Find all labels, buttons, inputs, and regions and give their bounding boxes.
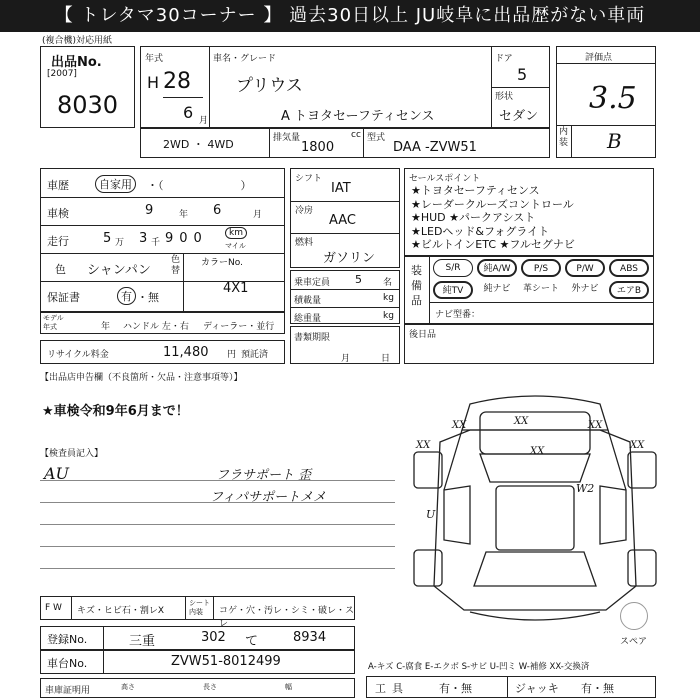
registration-row — [40, 626, 355, 650]
cert-length: 長さ — [203, 683, 217, 691]
chassis-row — [40, 650, 355, 674]
equip-aftermarket-navi: 外ナビ — [571, 284, 599, 294]
registration-pref: 三重 — [129, 634, 156, 649]
model-code-label: 型式 — [367, 133, 386, 143]
color-no-value: 4X1 — [223, 281, 249, 296]
inspection-label: 車検 — [47, 207, 69, 220]
color-value: シャンパン — [87, 263, 151, 278]
dealer-field: ディーラー・並行 — [203, 322, 275, 332]
seat-condition: コゲ・穴・汚レ・シミ・破レ・スレ — [219, 606, 355, 629]
drive-type: 2WD ・ 4WD — [163, 138, 234, 151]
cert-row — [40, 678, 355, 698]
after-date-label: 後日品 — [409, 330, 437, 340]
capacity-box — [290, 270, 400, 324]
inspector-note-1: AU — [44, 464, 70, 483]
sales-points — [404, 168, 654, 256]
fw-label: F W — [45, 603, 62, 613]
score-box — [556, 46, 656, 158]
cert-width: 幅 — [285, 683, 292, 691]
recycle-label: リサイクル料金 — [47, 350, 109, 360]
year-month-unit: 月 — [199, 116, 209, 126]
sales-points-label: セールスポイント — [409, 174, 481, 184]
interior-label: 内装 — [559, 127, 569, 148]
body-type-label: 形状 — [495, 92, 514, 102]
recycle-row — [40, 340, 285, 364]
lot-year-stamp: [2007] — [47, 69, 77, 79]
glass-condition: キズ・ヒビ石・割レX — [77, 606, 164, 616]
warranty-value: 有 — [117, 287, 136, 305]
mileage-man: 5 — [103, 231, 112, 246]
damage-mark: XX — [416, 440, 431, 451]
aircon-value: AAC — [329, 213, 356, 228]
spec-row — [140, 128, 550, 158]
recycle-unit: 円 — [227, 350, 237, 360]
warranty-label: 保証書 — [47, 291, 80, 304]
sales-point-item: ★LEDヘッド&フォグライト — [411, 224, 550, 238]
car-outline — [410, 390, 660, 626]
seat-label: シート内装 — [189, 599, 210, 616]
fuel-label: 燃料 — [295, 238, 314, 248]
equip-alloy-wheels: 純A/W — [477, 259, 517, 277]
color-change-label: 色替 — [171, 255, 181, 276]
model-name: プリウス — [236, 76, 303, 96]
fuel-value: ガソリン — [323, 251, 376, 266]
shift-label: シフト — [295, 174, 323, 184]
capacity-unit: 名 — [383, 278, 393, 288]
form-note: (複合機)対応用紙 — [42, 36, 113, 46]
recycle-value: 11,480 — [163, 345, 209, 360]
sales-point-item: ★レーダークルーズコントロール — [411, 197, 574, 211]
inspector-lines — [40, 460, 395, 590]
displacement-value: 1800 — [301, 140, 335, 155]
equip-power-steering: P/S — [521, 259, 561, 277]
damage-mark: XX — [530, 446, 545, 457]
damage-mark: XX — [514, 416, 529, 427]
gross-unit: kg — [383, 311, 394, 321]
color-no-label: カラーNo. — [201, 258, 243, 268]
car-diagram — [410, 390, 660, 626]
banner: 【 トレタマ30コーナー 】 過去30日以上 JU岐阜に出品歴がない車両 — [0, 0, 700, 32]
sales-point-item: ★トヨタセーフティセンス — [411, 184, 540, 197]
damage-mark: XX — [630, 440, 645, 451]
load-unit: kg — [383, 293, 394, 303]
docs-box — [290, 326, 400, 364]
damage-mark: W2 — [576, 482, 595, 495]
main-info — [140, 46, 550, 128]
tools-row — [366, 676, 656, 698]
body-type-value: セダン — [499, 109, 539, 124]
equipment-label: 装備品 — [411, 264, 422, 307]
spare-label: スペア — [620, 637, 648, 647]
shift-value: IAT — [331, 181, 351, 196]
seller-notes-label: 【出品店申告欄（不良箇所・欠品・注意事項等）】 — [40, 373, 243, 383]
history-value: 自家用 — [95, 175, 136, 193]
doors-value: 5 — [517, 65, 528, 84]
model-label: 車名・グレード — [213, 54, 277, 64]
registration-num1: 302 — [201, 630, 226, 645]
navi-model-label: ナビ型番： — [435, 310, 481, 320]
damage-legend: A-キズ C-腐食 E-エクボ S-サビ U-凹ミ W-補修 XX-交換済 — [368, 662, 590, 672]
capacity-label: 乗車定員 — [294, 278, 331, 288]
equipment-box — [404, 256, 654, 324]
inspection-year: 9 — [145, 203, 154, 218]
inspection-month: 6 — [213, 203, 222, 218]
warranty-rest: ・無 — [137, 291, 159, 304]
registration-num2: 8934 — [293, 630, 327, 645]
model-year-label: モデル年式 — [43, 314, 64, 331]
sales-point-item: ★ビルトインETC ★フルセグナビ — [411, 238, 575, 251]
displacement-unit: cc — [351, 130, 361, 140]
registration-label: 登録No. — [47, 633, 88, 646]
history-label: 車歴 — [47, 179, 69, 192]
doors-label: ドア — [495, 54, 513, 64]
year-label: 年式 — [145, 54, 164, 64]
inspector-note-2: フラサポート 歪 — [216, 468, 312, 483]
chassis-label: 車台No. — [47, 657, 88, 670]
mileage-rest: 900 — [165, 231, 208, 246]
equip-sunroof: S/R — [433, 259, 473, 277]
aircon-label: 冷房 — [295, 206, 314, 216]
detail-table — [40, 168, 285, 312]
damage-mark: U — [426, 508, 436, 521]
equip-leather: 革シート — [522, 284, 559, 294]
docs-day-unit: 日 — [381, 354, 391, 364]
equip-power-windows: P/W — [565, 259, 605, 277]
mileage-man-unit: 万 — [115, 238, 125, 248]
model-code-value: DAA -ZVW51 — [393, 140, 477, 155]
mileage-sen-unit: 千 — [151, 238, 161, 248]
capacity-value: 5 — [355, 273, 362, 286]
cert-height: 高さ — [121, 683, 135, 691]
equip-airbag: エアB — [609, 281, 649, 299]
history-rest: ・（ ） — [147, 179, 252, 192]
damage-mark: XX — [588, 420, 603, 431]
mileage-unit-km: km — [225, 227, 247, 239]
interior-value: B — [607, 129, 622, 153]
drive-spec-box — [290, 168, 400, 268]
mileage-sen: 3 — [139, 231, 148, 246]
year-era: H — [147, 73, 160, 92]
recycle-deposit: 預託済 — [241, 350, 269, 360]
inspector-note-3: フィパサポートメメ — [210, 490, 326, 505]
lot-label: 出品No. — [51, 55, 102, 70]
lot-number: 8030 — [57, 91, 119, 119]
gross-label: 総重量 — [294, 314, 322, 324]
model-year-unit: 年 — [101, 322, 111, 332]
cert-label: 車庫証明用 — [45, 686, 91, 696]
lot-box — [40, 46, 135, 128]
sales-point-item: ★HUD ★パークアシスト — [411, 211, 536, 224]
chassis-value: ZVW51-8012499 — [171, 654, 281, 669]
equip-navi: 純ナビ — [483, 284, 511, 294]
inspection-year-unit: 年 — [179, 210, 189, 220]
mileage-unit-mile: マイル — [225, 242, 246, 250]
model-year-row — [40, 312, 285, 334]
docs-label: 書類期限 — [294, 333, 331, 343]
damage-mark: XX — [452, 420, 467, 431]
equip-abs: ABS — [609, 259, 649, 277]
handle-field: ハンドル 左・右 — [123, 322, 189, 332]
registration-kana: て — [245, 634, 259, 649]
mileage-label: 走行 — [47, 235, 69, 248]
year-value: 28 — [163, 69, 191, 94]
displacement-label: 排気量 — [273, 133, 301, 143]
jack-value: 有・無 — [581, 682, 614, 695]
year-month: 6 — [183, 103, 194, 122]
score-value: 3.5 — [589, 81, 637, 116]
inspector-label: 【検査員記入】 — [40, 449, 104, 459]
inspection-month-unit: 月 — [253, 210, 263, 220]
after-date-box — [404, 324, 654, 364]
model-grade: A トヨタセーフティセンス — [281, 109, 435, 124]
color-label: 色 — [55, 263, 66, 276]
equip-tv: 純TV — [433, 281, 473, 299]
docs-month-unit: 月 — [341, 354, 351, 364]
tools-label: 工具 — [375, 682, 409, 695]
load-label: 積載量 — [294, 296, 322, 306]
score-label: 評価点 — [585, 53, 613, 63]
seller-note: ★車検令和9年6月まで！ — [42, 404, 189, 419]
jack-label: ジャッキ — [515, 682, 559, 695]
spare-tire-icon — [620, 602, 648, 630]
tools-value: 有・無 — [439, 682, 472, 695]
sales-points-list — [411, 184, 575, 252]
condition-row — [40, 596, 355, 629]
